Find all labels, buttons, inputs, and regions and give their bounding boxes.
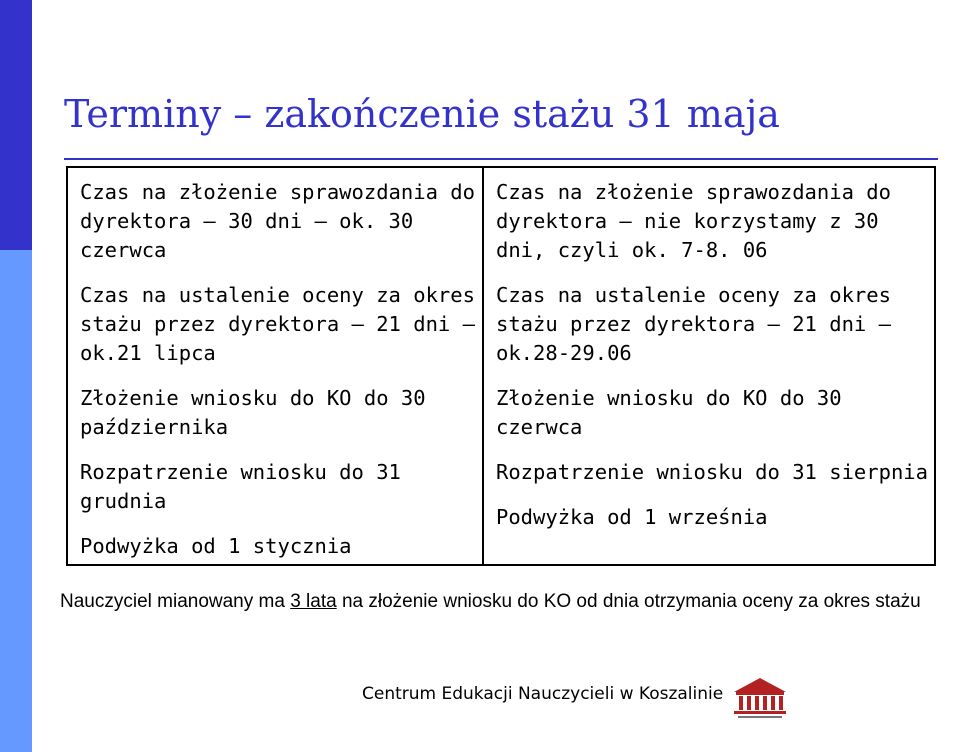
comparison-table [66, 166, 936, 566]
left-entry-raise: Podwyżka od 1 stycznia [80, 534, 352, 558]
footnote [60, 588, 940, 615]
left-entry-report: Czas na złożenie sprawozdania do dyrektora – 30 dni – ok. 30 czerwca [80, 180, 475, 262]
left-entry-application: Złożenie wniosku do KO do 30 października [80, 386, 426, 439]
right-entry-report: Czas na złożenie sprawozdania do dyrektora – nie korzystamy z 30 dni, czyli ok. 7-8. 06 [496, 180, 891, 262]
right-entry-raise: Podwyżka od 1 września [496, 505, 768, 529]
right-entry-review: Rozpatrzenie wniosku do 31 sierpnia [496, 460, 928, 484]
side-bar-light [0, 250, 32, 752]
footer-institution: Centrum Edukacji Nauczycieli w Koszalinie [362, 684, 724, 704]
side-bar-dark [0, 0, 32, 250]
title-underline [64, 158, 938, 160]
right-entry-evaluation: Czas na ustalenie oceny za okres stażu przez dyrektora – 21 dni – ok.28-29.06 [496, 283, 891, 365]
left-entry-review: Rozpatrzenie wniosku do 31 grudnia [80, 460, 401, 513]
right-entry-application: Złożenie wniosku do KO do 30 czerwca [496, 386, 842, 439]
footnote-after: na złożenie wniosku do KO od dnia otrzymania oceny za okres stażu [336, 591, 921, 612]
footnote-underlined: 3 lata [290, 591, 337, 612]
right-column [484, 168, 934, 564]
left-entry-evaluation: Czas na ustalenie oceny za okres stażu przez dyrektora – 21 dni –ok.21 lipca [80, 283, 475, 365]
building-emblem-icon [730, 676, 790, 720]
slide-title: Terminy – zakończenie stażu 31 maja [64, 92, 780, 136]
left-column [68, 168, 484, 564]
footnote-before: Nauczyciel mianowany ma [60, 591, 291, 612]
